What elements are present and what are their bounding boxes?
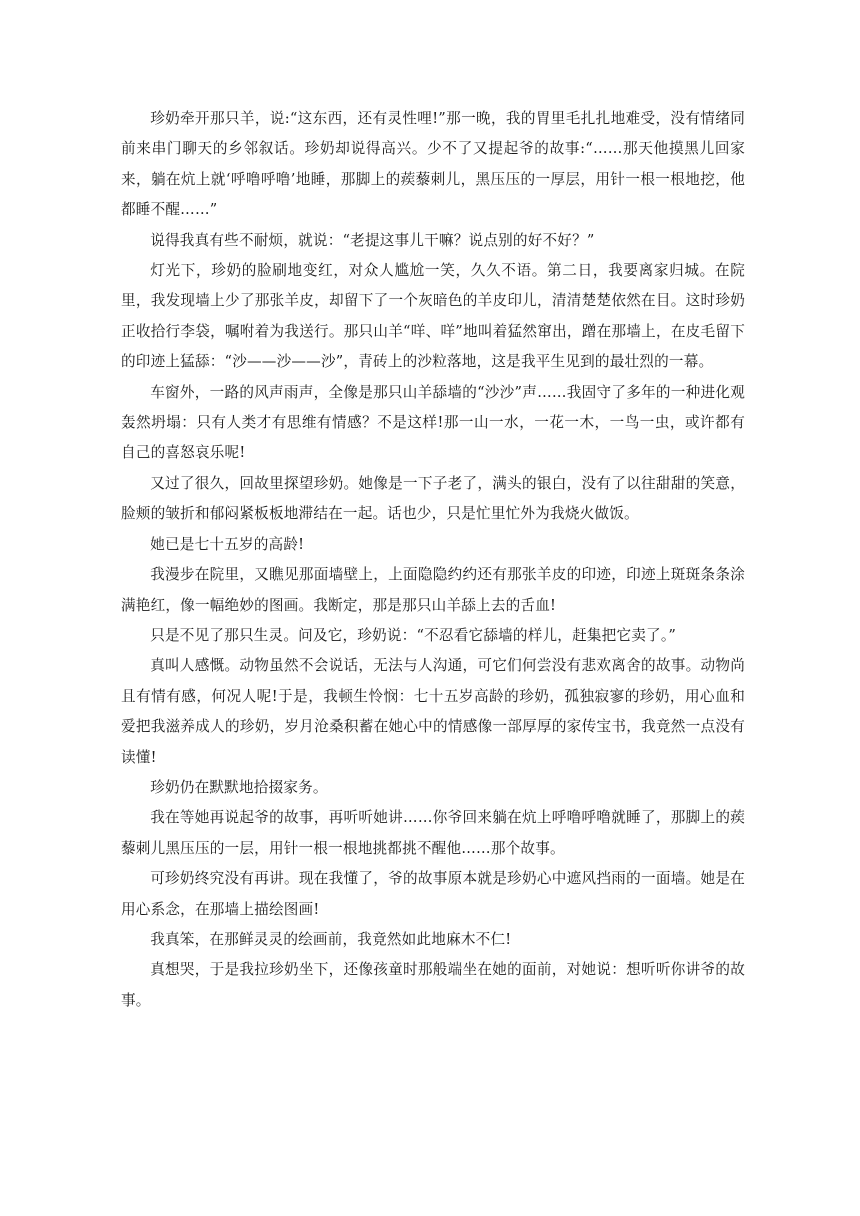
paragraph: 我真笨，在那鲜灵灵的绘画前，我竟然如此地麻木不仁!	[150, 930, 512, 948]
paragraph: 她已是七十五岁的高龄!	[150, 535, 305, 553]
paragraph: 真叫人感慨。动物虽然不会说话，无法与人沟通，可它们何尝没有悲欢离舍的故事。动物尚且有情有感，何况人呢!于是，我顿生怜悯：七十五岁高龄的珍奶，孤独寂寥的珍奶，用心血和爱把我滋养成人的珍奶，岁月沧桑积蓄在她心中的情感像一部厚厚的家传宝书，我竟然一点没有读懂!	[121, 657, 745, 766]
paragraph: 珍奶牵开那只羊，说:“这东西，还有灵性哩!”那一晚，我的胃里毛扎扎地难受，没有情绪同前来串门聊天的乡邻叙话。珍奶却说得高兴。少不了又提起爷的故事:“……那天他摸黑儿回家来，躺在炕上就‘呼噜呼噜’地睡，那脚上的蒺藜刺儿，黑压压的一厚层，用针一根一根地挖，他都睡不醒……”	[121, 110, 745, 219]
paragraph: 我漫步在院里，又瞧见那面墙壁上，上面隐隐约约还有那张羊皮的印迹，印迹上斑斑条条涂满艳红，像一幅绝妙的图画。我断定，那是那只山羊舔上去的舌血!	[121, 566, 745, 614]
paragraph: 珍奶仍在默默地拾掇家务。	[150, 778, 328, 796]
paragraph: 真想哭，于是我拉珍奶坐下，还像孩童时那般端坐在她的面前，对她说：想听听你讲爷的故事。	[121, 961, 745, 1009]
paragraph: 可珍奶终究没有再讲。现在我懂了，爷的故事原本就是珍奶心中遮风挡雨的一面墙。她是在用心系念，在那墙上描绘图画!	[121, 870, 745, 918]
paragraph: 只是不见了那只生灵。问及它，珍奶说：“不忍看它舔墙的样儿，赶集把它卖了。”	[150, 626, 676, 644]
paragraph: 车窗外，一路的风声雨声，全像是那只山羊舔墙的“沙沙”声……我固守了多年的一种进化观轰然坍塌：只有人类才有思维有情感？不是这样!那一山一水，一花一木，一鸟一虫，或许都有自己的喜怒哀乐呢!	[121, 383, 745, 462]
paragraph: 说得我真有些不耐烦，就说：“老提这事儿干嘛？说点别的好不好？”	[150, 231, 595, 249]
paragraph: 我在等她再说起爷的故事，再听听她讲……你爷回来躺在炕上呼噜呼噜就睡了，那脚上的蒺藜刺儿黑压压的一层，用针一根一根地挑都挑不醒他……那个故事。	[121, 809, 745, 857]
paragraph: 灯光下，珍奶的脸刷地变红，对众人尴尬一笑，久久不语。第二日，我要离家归城。在院里，我发现墙上少了那张羊皮，却留下了一个灰暗色的羊皮印儿，清清楚楚依然在目。这时珍奶正收拾行李袋，嘱咐着为我送行。那只山羊“咩、咩”地叫着猛然窜出，蹭在那墙上，在皮毛留下的印迹上猛舔：“沙——沙——沙”，青砖上的沙粒落地，这是我平生见到的最壮烈的一幕。	[121, 262, 745, 371]
paragraph: 又过了很久，回故里探望珍奶。她像是一下子老了，满头的银白，没有了以往甜甜的笑意，脸颊的皱折和郁闷紧板板地滞结在一起。话也少，只是忙里忙外为我烧火做饭。	[121, 474, 745, 523]
document-body	[121, 104, 745, 1016]
